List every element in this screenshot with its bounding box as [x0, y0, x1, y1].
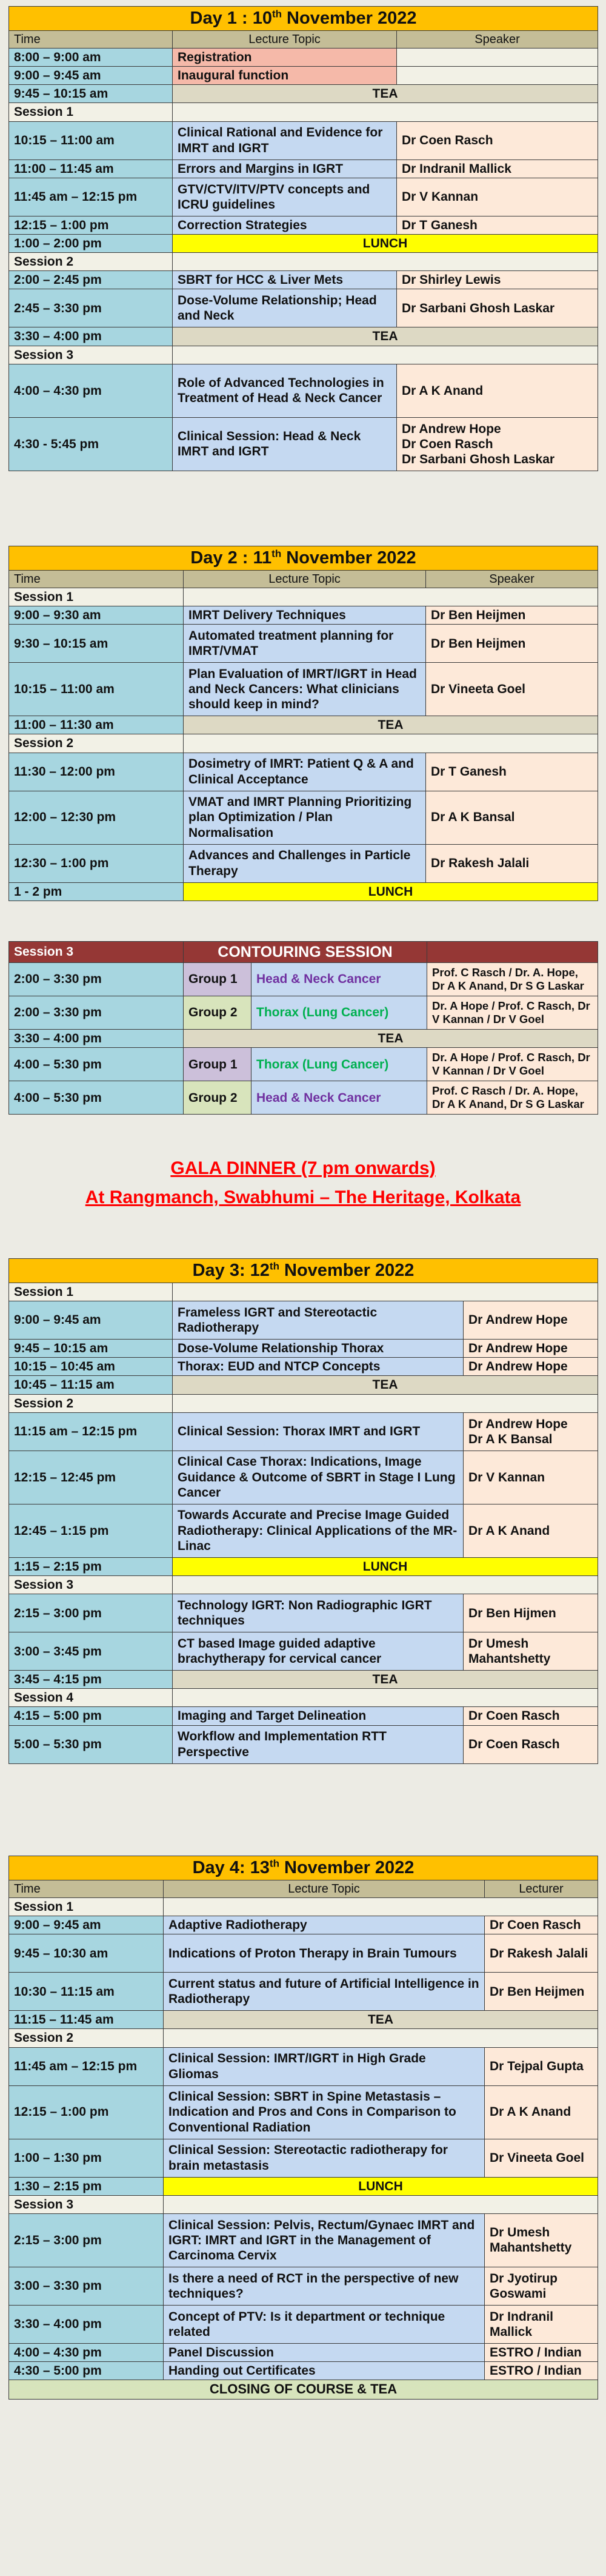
topic-cell: Workflow and Implementation RTT Perspective	[173, 1725, 464, 1763]
schedule-row	[9, 159, 598, 178]
topic-cell: VMAT and IMRT Planning Prioritizing plan Optimization / Plan Normalisation	[184, 791, 426, 844]
lunch-break-row	[9, 2177, 598, 2195]
time-cell: 3:00 – 3:45 pm	[9, 1632, 173, 1671]
speaker-cell: Dr A K Bansal	[426, 791, 598, 844]
topic-cell: Indications of Proton Therapy in Brain Tumours	[164, 1934, 485, 1973]
day4-title-row	[9, 1856, 598, 1880]
speaker-cell: Dr Coen Rasch	[464, 1725, 598, 1763]
ordinal-suffix: th	[271, 8, 282, 20]
time-cell: 10:15 – 11:00 am	[9, 121, 173, 159]
speaker-cell: Dr T Ganesh	[426, 753, 598, 791]
break-label: TEA	[164, 2011, 598, 2029]
schedule-row	[9, 791, 598, 844]
faculty-cell: Prof. C Rasch / Dr. A. Hope, Dr A K Anand, Dr S G Laskar	[427, 1081, 598, 1115]
time-cell: 11:15 – 11:45 am	[9, 2011, 164, 2029]
column-header: Speaker	[397, 30, 598, 48]
time-cell: 1:00 – 1:30 pm	[9, 2139, 164, 2177]
speaker-cell: Dr Umesh Mahantshetty	[464, 1632, 598, 1671]
break-label: TEA	[173, 1376, 598, 1394]
topic-cell: SBRT for HCC & Liver Mets	[173, 271, 397, 289]
time-cell: 10:15 – 11:00 am	[9, 663, 184, 716]
schedule-row	[9, 178, 598, 216]
day4-schedule-table	[8, 1856, 598, 2400]
topic-cell: Clinical Session: IMRT/IGRT in High Grade Gliomas	[164, 2047, 485, 2085]
day4-title: Day 4: 13th November 2022	[9, 1856, 598, 1880]
topic-cell: Registration	[173, 48, 397, 66]
session-label: Session 2	[9, 1394, 173, 1412]
topic-cell: Dose-Volume Relationship; Head and Neck	[173, 289, 397, 327]
day2-title-row	[9, 546, 598, 571]
schedule-row	[9, 1594, 598, 1632]
session-label: Session 2	[9, 2029, 164, 2047]
time-cell: 12:30 – 1:00 pm	[9, 844, 184, 882]
time-cell: 2:00 – 2:45 pm	[9, 271, 173, 289]
topic-cell: Is there a need of RCT in the perspective of new techniques?	[164, 2267, 485, 2305]
time-cell: 4:00 – 4:30 pm	[9, 364, 173, 417]
speaker-cell: Dr Tejpal Gupta	[485, 2047, 598, 2085]
time-cell: 1:30 – 2:15 pm	[9, 2177, 164, 2195]
day3-schedule-table	[8, 1258, 598, 1764]
speaker-cell: Dr Andrew Hope	[464, 1339, 598, 1357]
column-header: Time	[9, 1880, 164, 1897]
schedule-row	[9, 2343, 598, 2361]
session-label: Session 2	[9, 253, 173, 271]
session-row	[9, 2029, 598, 2047]
closing-row	[9, 2380, 598, 2399]
break-label: TEA	[173, 1671, 598, 1689]
column-header: Lecture Topic	[164, 1880, 485, 1897]
time-cell: 9:00 – 9:45 am	[9, 66, 173, 84]
topic-cell: Dosimetry of IMRT: Patient Q & A and Clinical Acceptance	[184, 753, 426, 791]
day2-schedule-table	[8, 546, 598, 901]
time-cell: 1:15 – 2:15 pm	[9, 1557, 173, 1575]
group-cell: Group 2	[184, 996, 251, 1030]
schedule-row	[9, 663, 598, 716]
schedule-row	[9, 2267, 598, 2305]
header-filler	[427, 942, 598, 963]
faculty-cell: Prof. C Rasch / Dr. A. Hope, Dr A K Anand, Dr S G Laskar	[427, 963, 598, 996]
day1-header-row	[9, 30, 598, 48]
time-cell: 3:30 – 4:00 pm	[9, 1030, 184, 1048]
column-header: Lecturer	[485, 1880, 598, 1897]
day3-title-row	[9, 1259, 598, 1283]
time-cell: 2:00 – 3:30 pm	[9, 963, 184, 996]
time-cell: 1:00 – 2:00 pm	[9, 234, 173, 252]
topic-cell: Clinical Rational and Evidence for IMRT and IGRT	[173, 121, 397, 159]
ordinal-suffix: th	[271, 548, 282, 560]
topic-cell: Clinical Session: Pelvis, Rectum/Gynaec IMRT and IGRT: IMRT and IGRT in the Management of Carcinoma Cervix	[164, 2213, 485, 2267]
speaker-cell: Dr Indranil Mallick	[397, 159, 598, 178]
speaker-cell: Dr Umesh Mahantshetty	[485, 2213, 598, 2267]
topic-cell: Role of Advanced Technologies in Treatment of Head & Neck Cancer	[173, 364, 397, 417]
faculty-cell: Dr. A Hope / Prof. C Rasch, Dr V Kannan / Dr V Goel	[427, 996, 598, 1030]
session-label: Session 1	[9, 103, 173, 121]
topic-cell: Thorax: EUD and NTCP Concepts	[173, 1358, 464, 1376]
time-cell: 4:30 – 5:00 pm	[9, 2362, 164, 2380]
session-row	[9, 1897, 598, 1916]
column-header: Lecture Topic	[173, 30, 397, 48]
session-row	[9, 1283, 598, 1301]
break-label: TEA	[184, 716, 598, 734]
ordinal-suffix: th	[269, 1260, 279, 1272]
time-cell: 12:15 – 1:00 pm	[9, 2085, 164, 2139]
speaker-cell: Dr A K Anand	[464, 1504, 598, 1557]
closing-label: CLOSING OF COURSE & TEA	[9, 2380, 598, 2399]
day4-header-row	[9, 1880, 598, 1897]
speaker-cell: Dr Shirley Lewis	[397, 271, 598, 289]
topic-cell: Towards Accurate and Precise Image Guided Radiotherapy: Clinical Applications of the MR-Linac	[173, 1504, 464, 1557]
schedule-row	[9, 121, 598, 159]
session-filler	[164, 2195, 598, 2213]
speaker-cell: Dr Andrew Hope Dr A K Bansal	[464, 1412, 598, 1451]
session-filler	[164, 1897, 598, 1916]
break-label: LUNCH	[164, 2177, 598, 2195]
time-cell: 1 - 2 pm	[9, 882, 184, 901]
session-row	[9, 588, 598, 606]
speaker-cell: Dr Indranil Mallick	[485, 2305, 598, 2343]
topic-cell: Plan Evaluation of IMRT/IGRT in Head and Neck Cancers: What clinicians should keep in mind?	[184, 663, 426, 716]
time-cell: 2:00 – 3:30 pm	[9, 996, 184, 1030]
day1-title: Day 1 : 10th November 2022	[9, 7, 598, 31]
time-cell: 10:45 – 11:15 am	[9, 1376, 173, 1394]
session-label: Session 1	[9, 1897, 164, 1916]
speaker-cell	[397, 48, 598, 66]
schedule-row	[9, 289, 598, 327]
schedule-row	[9, 625, 598, 663]
time-cell: 11:00 – 11:45 am	[9, 159, 173, 178]
topic-cell: Current status and future of Artificial Intelligence in Radiotherapy	[164, 1973, 485, 2011]
speaker-cell: Dr Vineeta Goel	[485, 2139, 598, 2177]
time-cell: 2:15 – 3:00 pm	[9, 1594, 173, 1632]
time-cell: 12:45 – 1:15 pm	[9, 1504, 173, 1557]
tea-break-row	[9, 1376, 598, 1394]
session-label: Session 3	[9, 1575, 173, 1594]
schedule-row	[9, 364, 598, 417]
time-cell: 3:30 – 4:00 pm	[9, 327, 173, 346]
time-cell: 9:00 – 9:30 am	[9, 606, 184, 624]
topic-cell: Correction Strategies	[173, 216, 397, 234]
time-cell: 11:45 am – 12:15 pm	[9, 178, 173, 216]
session-row	[9, 1689, 598, 1707]
tea-break-row	[9, 2011, 598, 2029]
speaker-cell: Dr Ben Hijmen	[464, 1594, 598, 1632]
session-row	[9, 103, 598, 121]
session-label: Session 3	[9, 942, 184, 963]
topic-cell: Inaugural function	[173, 66, 397, 84]
session-filler	[173, 1689, 598, 1707]
contouring-row	[9, 1081, 598, 1115]
column-header: Time	[9, 570, 184, 588]
contouring-row	[9, 996, 598, 1030]
speaker-cell: Dr V Kannan	[464, 1451, 598, 1504]
time-cell: 5:00 – 5:30 pm	[9, 1725, 173, 1763]
day1-title-row	[9, 7, 598, 31]
time-cell: 9:00 – 9:45 am	[9, 1916, 164, 1934]
speaker-cell: Dr Jyotirup Goswami	[485, 2267, 598, 2305]
session-label: Session 3	[9, 346, 173, 364]
group-cell: Group 1	[184, 1048, 251, 1081]
topic-cell: Imaging and Target Delineation	[173, 1707, 464, 1725]
time-cell: 8:00 – 9:00 am	[9, 48, 173, 66]
time-cell: 10:15 – 10:45 am	[9, 1358, 173, 1376]
tea-break-row	[9, 85, 598, 103]
schedule-row	[9, 1504, 598, 1557]
speaker-cell: Dr Andrew Hope	[464, 1301, 598, 1339]
speaker-cell: Dr Rakesh Jalali	[485, 1934, 598, 1973]
column-header: Speaker	[426, 570, 598, 588]
schedule-row	[9, 1973, 598, 2011]
schedule-row	[9, 1301, 598, 1339]
site-cell: Thorax (Lung Cancer)	[251, 996, 427, 1030]
break-label: TEA	[173, 327, 598, 346]
contouring-header-row	[9, 942, 598, 963]
session-filler	[173, 103, 598, 121]
session-label: Session 1	[9, 1283, 173, 1301]
schedule-row	[9, 2139, 598, 2177]
topic-cell: Clinical Session: SBRT in Spine Metastasis – Indication and Pros and Cons in Comparison to Conventional Radiation	[164, 2085, 485, 2139]
session-label: Session 1	[9, 588, 184, 606]
gala-dinner-title: GALA DINNER (7 pm onwards)	[170, 1158, 436, 1178]
speaker-cell: ESTRO / Indian	[485, 2343, 598, 2361]
schedule-row	[9, 1934, 598, 1973]
topic-cell: Clinical Session: Stereotactic radiotherapy for brain metastasis	[164, 2139, 485, 2177]
schedule-row	[9, 1451, 598, 1504]
lunch-break-row	[9, 1557, 598, 1575]
speaker-cell: Dr Ben Heijmen	[426, 625, 598, 663]
tea-break-row	[9, 716, 598, 734]
schedule-row	[9, 2213, 598, 2267]
topic-cell: Clinical Case Thorax: Indications, Image Guidance & Outcome of SBRT in Stage I Lung Cancer	[173, 1451, 464, 1504]
speaker-cell: Dr V Kannan	[397, 178, 598, 216]
column-header: Lecture Topic	[184, 570, 426, 588]
time-cell: 4:00 – 5:30 pm	[9, 1081, 184, 1115]
topic-cell: Automated treatment planning for IMRT/VMAT	[184, 625, 426, 663]
break-label: LUNCH	[173, 1557, 598, 1575]
speaker-cell: Dr A K Anand	[485, 2085, 598, 2139]
schedule-row	[9, 1725, 598, 1763]
speaker-cell: Dr A K Anand	[397, 364, 598, 417]
time-cell: 9:30 – 10:15 am	[9, 625, 184, 663]
speaker-cell: Dr Andrew Hope	[464, 1358, 598, 1376]
group-cell: Group 2	[184, 1081, 251, 1115]
schedule-row	[9, 417, 598, 471]
time-cell: 2:15 – 3:00 pm	[9, 2213, 164, 2267]
topic-cell: CT based Image guided adaptive brachytherapy for cervical cancer	[173, 1632, 464, 1671]
topic-cell: IMRT Delivery Techniques	[184, 606, 426, 624]
speaker-cell: Dr Ben Heijmen	[426, 606, 598, 624]
column-header: Time	[9, 30, 173, 48]
speaker-cell: Dr Coen Rasch	[464, 1707, 598, 1725]
schedule-row	[9, 1916, 598, 1934]
session-row	[9, 346, 598, 364]
speaker-cell: Dr Coen Rasch	[485, 1916, 598, 1934]
break-label: LUNCH	[173, 234, 598, 252]
time-cell: 9:45 – 10:15 am	[9, 1339, 173, 1357]
schedule-row	[9, 2362, 598, 2380]
topic-cell: Handing out Certificates	[164, 2362, 485, 2380]
time-cell: 11:15 am – 12:15 pm	[9, 1412, 173, 1451]
contouring-row	[9, 1048, 598, 1081]
time-cell: 9:45 – 10:15 am	[9, 85, 173, 103]
site-cell: Head & Neck Cancer	[251, 1081, 427, 1115]
schedule-row	[9, 216, 598, 234]
time-cell: 12:15 – 1:00 pm	[9, 216, 173, 234]
tea-break-row	[9, 1030, 598, 1048]
contouring-title: CONTOURING SESSION	[184, 942, 427, 963]
schedule-row	[9, 1358, 598, 1376]
day2-title: Day 2 : 11th November 2022	[9, 546, 598, 571]
topic-cell: Panel Discussion	[164, 2343, 485, 2361]
schedule-row	[9, 1632, 598, 1671]
time-cell: 11:00 – 11:30 am	[9, 716, 184, 734]
schedule-row	[9, 753, 598, 791]
speaker-cell: Dr Coen Rasch	[397, 121, 598, 159]
topic-cell: Clinical Session: Head & Neck IMRT and IGRT	[173, 417, 397, 471]
contouring-session-table	[8, 941, 598, 1115]
topic-cell: GTV/CTV/ITV/PTV concepts and ICRU guidelines	[173, 178, 397, 216]
session-filler	[173, 346, 598, 364]
faculty-cell: Dr. A Hope / Prof. C Rasch, Dr V Kannan / Dr V Goel	[427, 1048, 598, 1081]
ordinal-suffix: th	[269, 1857, 279, 1870]
speaker-cell: Dr T Ganesh	[397, 216, 598, 234]
schedule-row	[9, 48, 598, 66]
session-filler	[164, 2029, 598, 2047]
session-filler	[184, 734, 598, 753]
site-cell: Thorax (Lung Cancer)	[251, 1048, 427, 1081]
topic-cell: Technology IGRT: Non Radiographic IGRT techniques	[173, 1594, 464, 1632]
lunch-break-row	[9, 882, 598, 901]
lunch-break-row	[9, 234, 598, 252]
site-cell: Head & Neck Cancer	[251, 963, 427, 996]
speaker-cell: Dr Andrew Hope Dr Coen Rasch Dr Sarbani Ghosh Laskar	[397, 417, 598, 471]
topic-cell: Concept of PTV: Is it department or technique related	[164, 2305, 485, 2343]
topic-cell: Errors and Margins in IGRT	[173, 159, 397, 178]
schedule-row	[9, 606, 598, 624]
speaker-cell: Dr Rakesh Jalali	[426, 844, 598, 882]
break-label: LUNCH	[184, 882, 598, 901]
time-cell: 12:15 – 12:45 pm	[9, 1451, 173, 1504]
time-cell: 10:30 – 11:15 am	[9, 1973, 164, 2011]
speaker-cell: Dr Vineeta Goel	[426, 663, 598, 716]
session-filler	[173, 1575, 598, 1594]
day3-title: Day 3: 12th November 2022	[9, 1259, 598, 1283]
schedule-row	[9, 1339, 598, 1357]
schedule-row	[9, 2085, 598, 2139]
session-label: Session 3	[9, 2195, 164, 2213]
time-cell: 11:45 am – 12:15 pm	[9, 2047, 164, 2085]
session-filler	[173, 1394, 598, 1412]
topic-cell: Frameless IGRT and Stereotactic Radiotherapy	[173, 1301, 464, 1339]
session-filler	[173, 1283, 598, 1301]
schedule-row	[9, 271, 598, 289]
day1-schedule-table	[8, 6, 598, 471]
gala-dinner-venue: At Rangmanch, Swabhumi – The Heritage, Kolkata	[85, 1187, 521, 1207]
schedule-row	[9, 1412, 598, 1451]
session-row	[9, 1394, 598, 1412]
topic-cell: Clinical Session: Thorax IMRT and IGRT	[173, 1412, 464, 1451]
time-cell: 12:00 – 12:30 pm	[9, 791, 184, 844]
time-cell: 9:45 – 10:30 am	[9, 1934, 164, 1973]
time-cell: 3:30 – 4:00 pm	[9, 2305, 164, 2343]
time-cell: 2:45 – 3:30 pm	[9, 289, 173, 327]
session-row	[9, 253, 598, 271]
session-row	[9, 734, 598, 753]
topic-cell: Advances and Challenges in Particle Therapy	[184, 844, 426, 882]
tea-break-row	[9, 327, 598, 346]
time-cell: 4:00 – 4:30 pm	[9, 2343, 164, 2361]
schedule-row	[9, 1707, 598, 1725]
time-cell: 3:45 – 4:15 pm	[9, 1671, 173, 1689]
topic-cell: Dose-Volume Relationship Thorax	[173, 1339, 464, 1357]
speaker-cell: Dr Ben Heijmen	[485, 1973, 598, 2011]
schedule-row	[9, 2305, 598, 2343]
session-row	[9, 2195, 598, 2213]
schedule-row	[9, 844, 598, 882]
speaker-cell	[397, 66, 598, 84]
speaker-cell: ESTRO / Indian	[485, 2362, 598, 2380]
speaker-cell: Dr Sarbani Ghosh Laskar	[397, 289, 598, 327]
tea-break-row	[9, 1671, 598, 1689]
break-label: TEA	[173, 85, 598, 103]
time-cell: 11:30 – 12:00 pm	[9, 753, 184, 791]
session-filler	[184, 588, 598, 606]
day2-header-row	[9, 570, 598, 588]
schedule-row	[9, 2047, 598, 2085]
schedule-row	[9, 66, 598, 84]
time-cell: 4:15 – 5:00 pm	[9, 1707, 173, 1725]
session-label: Session 2	[9, 734, 184, 753]
break-label: TEA	[184, 1030, 598, 1048]
group-cell: Group 1	[184, 963, 251, 996]
session-filler	[173, 253, 598, 271]
time-cell: 9:00 – 9:45 am	[9, 1301, 173, 1339]
session-row	[9, 1575, 598, 1594]
contouring-row	[9, 963, 598, 996]
time-cell: 4:00 – 5:30 pm	[9, 1048, 184, 1081]
session-label: Session 4	[9, 1689, 173, 1707]
time-cell: 4:30 - 5:45 pm	[9, 417, 173, 471]
time-cell: 3:00 – 3:30 pm	[9, 2267, 164, 2305]
topic-cell: Adaptive Radiotherapy	[164, 1916, 485, 1934]
